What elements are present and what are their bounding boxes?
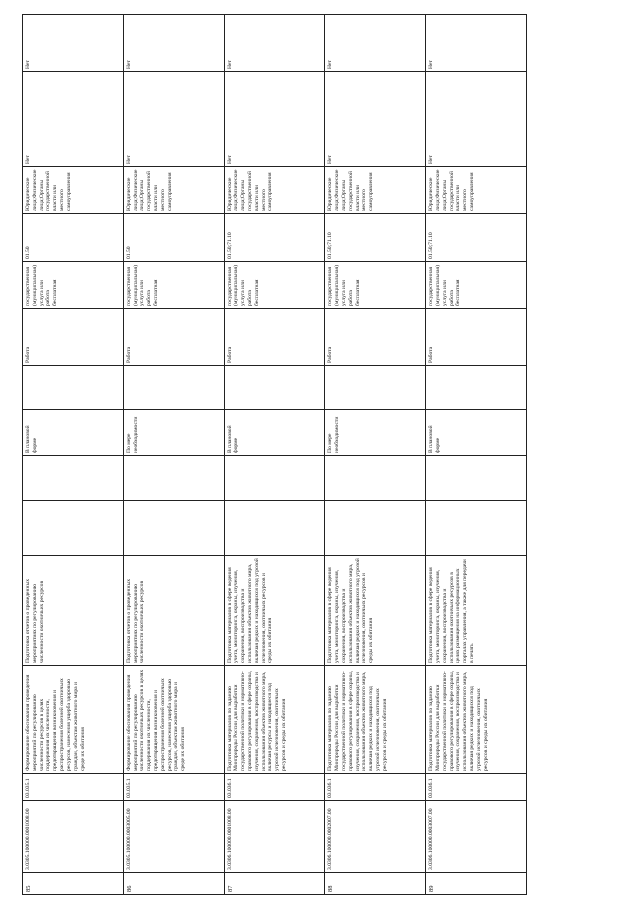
work-content-cell: Подготовка материалов в сфере ведения учета, мониторинга, охраны, изучения, сохранения, воспроизводства и использования объектов животного мира, включая редких и находящихся под угрозой исчезновения, охотничьих ресурсов и среды их обитания (225, 555, 326, 665)
periodicity-cell: В плановой форме (225, 409, 326, 455)
periodicity-cell: По мере необходимости (124, 409, 225, 455)
flag-cell: Нет (124, 71, 225, 166)
work-name-cell: Подготовка материалов по заданию Минприроды России для выработки государственной политики и нормативно-правового регулирования в сфере охраны, изучения, сохранения, воспроизводства и использования объектов животного мира, включая ресурсы и находящиеся под угрозой исчезновения, охотничьих ресурсов и среды их обитания (225, 665, 326, 773)
periodicity-cell: В плановой форме (426, 409, 527, 455)
flag-cell: Нет (23, 71, 124, 166)
flag-cell: Нет (225, 14, 326, 71)
flag-cell: Нет (325, 14, 426, 71)
empty-cell (325, 455, 426, 500)
work-name-cell: Формирование обоснования проведения мероприятий по регулированию численности ресурсов в целях поддержания их численности, предотвращения возникновения и распространения болезней охотничьих ресурсов, нанесения ущерба здоровью граждан, объектам животного мира и среде их обитания (23, 665, 124, 773)
empty-cell (426, 455, 527, 500)
empty-cell (325, 500, 426, 555)
registry-code-cell: 3.0306.100000.0002007.00 (325, 800, 426, 872)
row-number-cell: 85 (23, 872, 124, 894)
kind-cell: Работа (426, 308, 527, 365)
row-number-cell: 89 (426, 872, 527, 894)
empty-cell (225, 365, 326, 409)
work-name-cell: Подготовка материалов по заданию Минприроды России для выработки государственной политики и нормативно-правового регулирования в сфере охраны, изучения, сохранения, воспроизводства и использования объектов животного мира, включая редких и находящихся под угрозой исчезновения, охотничьих ресурсов и среды их обитания (426, 665, 527, 773)
service-type-cell: государственная (муниципальная) услуга или работа бесплатная (225, 261, 326, 308)
registry-code-cell: 3.0306.100000.0001008.00 (225, 800, 326, 872)
periodicity-cell: В плановой форме (23, 409, 124, 455)
consumers-cell: Юридические лица;Физические лица;Органы государственной власти или местного самоуправления (225, 166, 326, 213)
row-number-cell: 88 (325, 872, 426, 894)
section-code-cell: 03.036.1 (426, 773, 527, 800)
section-code-cell: 03.036.1 (325, 773, 426, 800)
empty-cell (23, 500, 124, 555)
consumers-cell: Юридические лица;Физические лица;Органы государственной власти или местного самоуправления (124, 166, 225, 213)
empty-cell (23, 455, 124, 500)
empty-cell (124, 365, 225, 409)
registry-code-cell: 3.0306.100000.0003007.00 (426, 800, 527, 872)
kind-cell: Работа (124, 308, 225, 365)
service-type-cell: государственная (муниципальная) услуга или работа бесплатная (23, 261, 124, 308)
consumers-cell: Юридические лица;Физические лица;Органы государственной власти или местного самоуправления (23, 166, 124, 213)
flag-cell: Нет (23, 14, 124, 71)
flag-cell: Нет (426, 71, 527, 166)
flag-cell: Нет (124, 14, 225, 71)
work-content-cell: Подготовка отчетов о проведенных мероприятиях по регулированию численности охотничьих ресурсов (124, 555, 225, 665)
registry-code-cell: 3.0305.100000.0003005.00 (124, 800, 225, 872)
kind-cell: Работа (225, 308, 326, 365)
service-type-cell: государственная (муниципальная) услуга или работа бесплатная (426, 261, 527, 308)
registry-code-cell: 3.0305.100000.0001008.00 (23, 800, 124, 872)
okved-cell: 01.50 (124, 213, 225, 261)
empty-cell (124, 455, 225, 500)
work-content-cell: Подготовка отчетов о проведенных мероприятиях по регулированию численности охотничьих ресурсов (23, 555, 124, 665)
periodicity-cell: По мере необходимости (325, 409, 426, 455)
okved-cell: 01.50;71.10 (225, 213, 326, 261)
empty-cell (124, 500, 225, 555)
okved-cell: 01.50 (23, 213, 124, 261)
service-type-cell: государственная (муниципальная) услуга или работа бесплатная (124, 261, 225, 308)
okved-cell: 01.50;71.10 (325, 213, 426, 261)
work-content-cell: Подготовка материалов в сфере ведения учета, мониторинга, охраны, изучения, сохранения, воспроизводства и использования объектов животного мира, включая редких и находящихся под угрозой исчезновения, охотничьих ресурсов и среды их обитания (325, 555, 426, 665)
empty-cell (225, 500, 326, 555)
service-type-cell: государственная (муниципальная) услуга или работа бесплатная (325, 261, 426, 308)
empty-cell (325, 365, 426, 409)
empty-cell (426, 365, 527, 409)
row-number-cell: 87 (225, 872, 326, 894)
section-code-cell: 03.035.1 (124, 773, 225, 800)
kind-cell: Работа (23, 308, 124, 365)
flag-cell: Нет (225, 71, 326, 166)
registry-table (22, 14, 527, 895)
work-name-cell: Формирование обоснования проведения мероприятий по регулированию численности охотничьих ресурсов в целях поддержания их численности, предотвращения возникновения и распространения болезней охотничьих ресурсов, нанесения ущерба здоровью граждан, объектам животного мира и среде их обитания (124, 665, 225, 773)
consumers-cell: Юридические лица;Физические лица;Органы государственной власти или местного самоуправления (325, 166, 426, 213)
section-code-cell: 03.036.1 (225, 773, 326, 800)
row-number-cell: 86 (124, 872, 225, 894)
work-content-cell: Подготовка материалов в сфере ведения учета, мониторинга, охраны, изучения, сохранения, воспроизводства и использования охотничьих ресурсов в целях размещения на информационных порталах управления, а также для передачи в печать (426, 555, 527, 665)
flag-cell: Нет (426, 14, 527, 71)
empty-cell (225, 455, 326, 500)
empty-cell (426, 500, 527, 555)
kind-cell: Работа (325, 308, 426, 365)
consumers-cell: Юридические лица;Физические лица;Органы государственной власти или местного самоуправления (426, 166, 527, 213)
work-name-cell: Подготовка материалов по заданию Минприроды России для выработки государственной политики и нормативно-правового регулирования в сфере охраны, изучения, сохранения, воспроизводства и использования объектов животного мира, включая редких и находящихся под угрозой исчезновения, охотничьих ресурсов и среды их обитания (325, 665, 426, 773)
section-code-cell: 03.035.1 (23, 773, 124, 800)
okved-cell: 01.50;71.10 (426, 213, 527, 261)
flag-cell: Нет (325, 71, 426, 166)
empty-cell (23, 365, 124, 409)
